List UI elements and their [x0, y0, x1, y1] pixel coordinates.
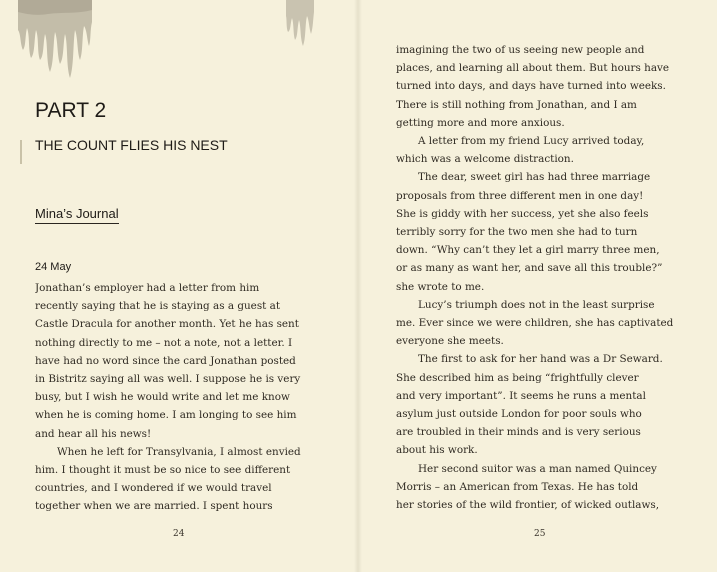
- text-line: down. “Why can’t they let a girl marry three men,: [396, 244, 660, 257]
- entry-date: 24 May: [35, 261, 72, 273]
- dripping-paint-icon: [18, 0, 94, 92]
- text-line: she wrote to me.: [396, 280, 485, 293]
- page-number-left: 24: [173, 529, 185, 539]
- text-line: She is giddy with her success, yet she also feels: [396, 207, 649, 220]
- text-line: him. I thought it must be so nice to see different: [35, 464, 291, 477]
- part-subtitle: THE COUNT FLIES HIS NEST: [35, 137, 228, 153]
- text-line: Castle Dracula for another month. Yet he has sent: [35, 318, 299, 331]
- text-line: countries, and I wondered if we would travel: [35, 482, 272, 495]
- text-line: imagining the two of us seeing new people and: [396, 44, 645, 56]
- text-line: nothing directly to me – not a note, not a letter. I: [35, 336, 293, 349]
- text-line: or as many as want her, and save all this trouble?”: [396, 262, 663, 275]
- text-line: getting more and more anxious.: [396, 116, 565, 129]
- text-line: The dear, sweet girl has had three marriage: [418, 171, 651, 184]
- text-line: are troubled in their minds and is very serious: [396, 426, 641, 439]
- text-line: together when we are married. I spent hours: [35, 500, 273, 513]
- text-line: and very important”. It seems he runs a mental: [396, 389, 646, 402]
- section-heading: Mina’s Journal: [35, 206, 119, 224]
- text-line: When he left for Transylvania, I almost envied: [57, 445, 301, 458]
- text-line: which was a welcome distraction.: [396, 153, 574, 166]
- text-line: asylum just outside London for poor souls who: [396, 408, 642, 421]
- text-line: have had no word since the card Jonathan posted: [35, 354, 296, 367]
- text-line: terribly sorry for the two men she had to turn: [396, 226, 638, 239]
- text-line: turned into days, and days have turned into weeks.: [396, 80, 666, 93]
- right-page-body: [396, 41, 686, 514]
- text-line: Morris – an American from Texas. He has told: [396, 480, 639, 493]
- text-line: her stories of the wild frontier, of wicked outlaws,: [396, 499, 660, 512]
- left-page: [0, 0, 358, 572]
- text-line: when he is coming home. I am longing to see him: [35, 409, 297, 422]
- text-line: about his work.: [396, 444, 478, 457]
- text-line: me. Ever since we were children, she has captivated: [396, 317, 674, 330]
- text-line: everyone she meets.: [396, 335, 504, 348]
- text-line: in Bistritz saying all was well. I suppose he is very: [35, 373, 301, 386]
- text-line: A letter from my friend Lucy arrived today,: [418, 135, 645, 148]
- text-line: The first to ask for her hand was a Dr Seward.: [418, 353, 663, 366]
- text-line: There is still nothing from Jonathan, and I am: [396, 98, 637, 111]
- text-line: Lucy’s triumph does not in the least surprise: [418, 298, 655, 311]
- text-line: Her second suitor was a man named Quincey: [418, 462, 657, 475]
- text-line: recently saying that he is staying as a guest at: [35, 300, 281, 313]
- text-line: She described him as being “frightfully clever: [396, 371, 639, 384]
- part-title: PART 2: [35, 99, 107, 122]
- text-line: proposals from three different men in one day!: [396, 189, 644, 202]
- text-line: busy, but I wish he would write and let me know: [35, 391, 290, 404]
- right-page: [359, 0, 717, 572]
- page-number-right: 25: [534, 529, 546, 539]
- dripping-paint-icon: [286, 0, 316, 56]
- text-line: places, and learning all about them. But hours have: [396, 62, 670, 75]
- left-page-body: [35, 279, 325, 516]
- text-line: and hear all his news!: [35, 427, 152, 440]
- text-line: Jonathan’s employer had a letter from him: [35, 282, 260, 294]
- margin-mark: [20, 140, 22, 164]
